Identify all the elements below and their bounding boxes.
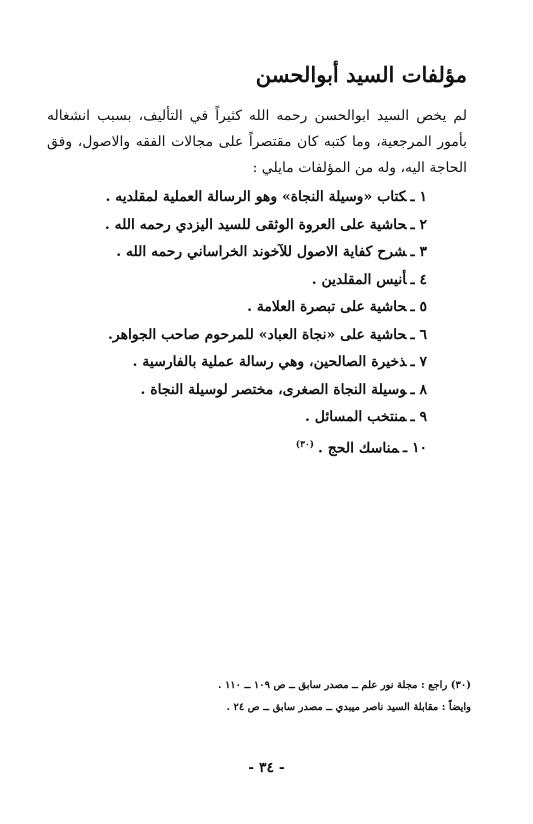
item-text: حاشية على «نجاة العباد» للمرحوم صاحب الجواهر. (108, 326, 407, 343)
footnote-reference: (٣٠) (295, 439, 314, 450)
list-item (47, 432, 427, 460)
item-number: ٣ ـ (410, 244, 427, 260)
item-text: شرح كفاية الاصول للآخوند الخراساني رحمه الله . (116, 244, 407, 260)
list-item (47, 322, 427, 350)
item-text: ذخيرة الصالحين، وهي رسالة عملية بالفارسية . (132, 354, 407, 370)
list-item (47, 267, 427, 295)
list-item (47, 239, 427, 267)
item-text: أنيس المقلدين . (311, 271, 407, 288)
list-item (47, 404, 427, 432)
list-item (47, 294, 427, 322)
item-number: ٨ ـ (410, 381, 427, 398)
list-item (47, 184, 427, 212)
item-number: ٧ ـ (410, 354, 427, 370)
item-number: ٩ ـ (410, 409, 427, 425)
item-text: منتخب المسائل . (305, 409, 407, 425)
footnotes (51, 675, 471, 719)
item-text: حاشية على تبصرة العلامة . (247, 299, 407, 315)
item-text: مناسك الحج . (318, 440, 399, 457)
page-number: - ٣٤ - (248, 760, 285, 776)
item-number: ٢ ـ (410, 216, 427, 233)
item-text: كتاب «وسيلة النجاة» وهو الرسالة العملية لمقلديه . (105, 189, 407, 205)
item-text: حاشية على العروة الوثقى للسيد اليزدي رحمه الله . (104, 216, 407, 233)
footnote: (٣٠) راجع : مجلة نور علم ــ مصدر سابق ــ ص ١٠٩ ــ ١١٠ . (217, 680, 471, 691)
item-number: ٤ ـ (410, 271, 427, 288)
list-item (47, 349, 427, 377)
item-number: ١٠ ـ (402, 440, 427, 457)
item-number: ٥ ـ (410, 299, 427, 315)
item-number: ١ ـ (410, 189, 427, 205)
footnote: وايضاً : مقابلة السيد ناصر ميبدي ــ مصدر سابق ــ ص ٢٤ . (226, 702, 471, 713)
item-text: وسيلة النجاة الصغرى، مختصر لوسيلة النجاة . (140, 381, 407, 398)
intro-paragraph: لم يخص السيد ابوالحسن رحمه الله كثيراً في التأليف، بسبب انشغاله بأمور المرجعية، وما كتبه كان مقتصراً على مجالات الفقه والاصول، وفق الحاجة اليه، وله من المؤلفات مايلي : (47, 108, 467, 176)
list-item (47, 377, 427, 405)
page-title: مؤلفات السيد أبوالحسن (255, 62, 467, 87)
list-item (47, 212, 427, 240)
works-list (47, 184, 427, 459)
item-number: ٦ ـ (410, 326, 427, 343)
